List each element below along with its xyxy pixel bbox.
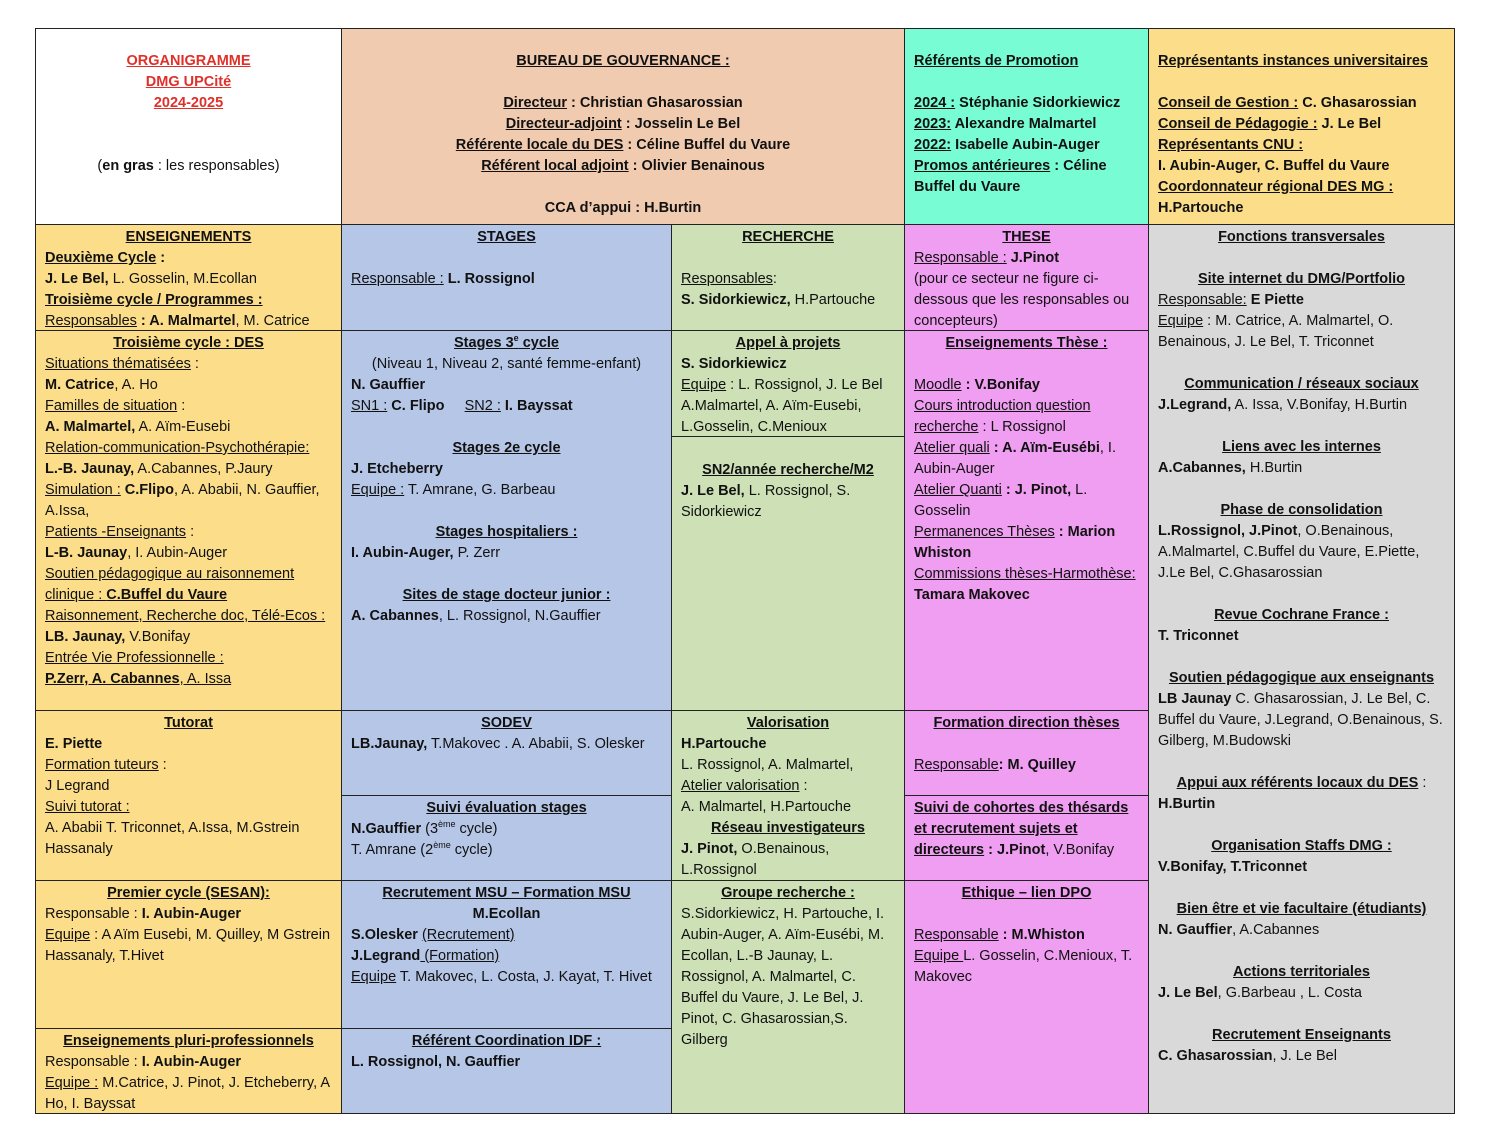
- these-commissions: Commissions thèses-Harmothèse: Tamara Makovec: [914, 566, 1136, 603]
- appel-projets-title: Appel à projets: [735, 335, 841, 351]
- bien-etre-title: Bien être et vie facultaire (étudiants): [1176, 901, 1427, 917]
- staffs-dmg-members: V.Bonifay, T.Triconnet: [1158, 859, 1308, 875]
- des-patients-members: L-B. Jaunay, I. Aubin-Auger: [45, 545, 228, 561]
- groupe-recherche-title: Groupe recherche :: [721, 885, 855, 901]
- des-cell: [35, 330, 342, 711]
- actions-territoriales-title: Actions territoriales: [1233, 964, 1370, 980]
- valorisation-atelier-label: Atelier valorisation :: [681, 778, 808, 794]
- msu-title: Recrutement MSU – Formation MSU: [382, 885, 631, 901]
- formation-direction-cell: [904, 710, 1149, 796]
- des-situations-label: Situations thématisées :: [45, 356, 199, 372]
- site-internet-title: Site internet du DMG/Portfolio: [1197, 271, 1406, 287]
- recrutement-enseignants-members: C. Ghasarossian, J. Le Bel: [1158, 1048, 1337, 1064]
- suivi-evaluation-2e: T. Amrane (2ème cycle): [351, 840, 493, 858]
- appui-referents-members: H.Burtin: [1158, 796, 1216, 812]
- tutorat-responsable: E. Piette: [45, 736, 103, 752]
- ethique-responsable: Responsable : M.Whiston: [914, 927, 1085, 943]
- suivi-evaluation-title: Suivi évaluation stages: [426, 800, 587, 816]
- org-title-line3: 2024-2025: [153, 95, 224, 111]
- bureau-referent-adjoint: Référent local adjoint : Olivier Benainous: [481, 158, 765, 174]
- referents-promotion-cell: [904, 28, 1149, 225]
- sn2-recherche-members: J. Le Bel, L. Rossignol, S. Sidorkiewicz: [681, 483, 851, 520]
- stages-3e-cycle-cell: [341, 330, 672, 711]
- promo-title: Référents de Promotion: [914, 53, 1079, 69]
- appui-referents-title: Appui aux référents locaux du DES :: [1176, 775, 1427, 791]
- enseignements-these-title: Enseignements Thèse :: [945, 335, 1108, 351]
- stages-2e-equipe: Equipe : T. Amrane, G. Barbeau: [351, 482, 556, 498]
- liens-internes-title: Liens avec les internes: [1222, 439, 1381, 455]
- tutorat-formation-value: J Legrand: [45, 778, 110, 794]
- bureau-directeur-adjoint: Directeur-adjoint : Josselin Le Bel: [505, 116, 741, 132]
- suivi-cohortes-cell: [904, 795, 1149, 881]
- enseignements-title: ENSEIGNEMENTS: [125, 229, 252, 245]
- stages-responsable: Responsable : L. Rossignol: [351, 271, 535, 287]
- des-relation-label: Relation-communication-Psychothérapie:: [45, 440, 310, 456]
- instances-cnu-label: Représentants CNU :: [1158, 137, 1304, 153]
- these-note: (pour ce secteur ne figure ci-dessous que les responsables ou concepteurs): [914, 271, 1130, 329]
- revue-cochrane-title: Revue Cochrane France :: [1214, 607, 1389, 623]
- premier-cycle-cell: [35, 880, 342, 1029]
- premier-cycle-title: Premier cycle (SESAN):: [107, 885, 270, 901]
- coordination-idf-title: Référent Coordination IDF :: [411, 1033, 602, 1049]
- sodev-members: LB.Jaunay, T.Makovec . A. Ababii, S. Olesker: [351, 736, 645, 752]
- stages-sn: SN1 : C. Flipo SN2 : I. Bayssat: [351, 398, 573, 414]
- sodev-cell: [341, 710, 672, 796]
- sn2-recherche-cell: [671, 436, 905, 711]
- stages-hospitaliers-title: Stages hospitaliers :: [435, 524, 578, 540]
- appel-projets-responsable: S. Sidorkiewicz: [681, 356, 787, 372]
- stages-3e-cycle-title: Stages 3e cycle: [454, 333, 559, 351]
- site-internet-equipe: Equipe : M. Catrice, A. Malmartel, O. Benainous, J. Le Bel, T. Triconnet: [1158, 313, 1394, 350]
- bureau-directeur: Directeur : Christian Ghasarossian: [503, 95, 743, 111]
- suivi-evaluation-cell: [341, 795, 672, 881]
- coordination-idf-cell: [341, 1028, 672, 1114]
- pluri-pro-title: Enseignements pluri-professionnels: [63, 1033, 314, 1049]
- tutorat-title: Tutorat: [164, 715, 213, 731]
- msu-recrutement: S.Olesker (Recrutement): [351, 927, 515, 943]
- recrutement-enseignants-title: Recrutement Enseignants: [1212, 1027, 1391, 1043]
- stages-niveaux: (Niveau 1, Niveau 2, santé femme-enfant): [371, 356, 642, 372]
- revue-cochrane-members: T. Triconnet: [1158, 628, 1239, 644]
- these-title: THESE: [1002, 229, 1051, 245]
- tutorat-formation-label: Formation tuteurs :: [45, 757, 167, 773]
- ethique-equipe: Equipe L. Gosselin, C.Menioux, T. Makovec: [914, 948, 1133, 985]
- instances-title: Représentants instances universitaires: [1158, 53, 1428, 69]
- communication-title: Communication / réseaux sociaux: [1184, 376, 1419, 392]
- promo-2024: 2024 : Stéphanie Sidorkiewicz: [914, 95, 1121, 111]
- enseignements-cell: [35, 224, 342, 331]
- valorisation-members: L. Rossignol, A. Malmartel,: [681, 757, 854, 773]
- deuxieme-cycle-members: J. Le Bel, L. Gosselin, M.Ecollan: [45, 271, 257, 287]
- stages-cell: [341, 224, 672, 331]
- enseignements-these-cell: [904, 330, 1149, 711]
- org-note: (en gras : les responsables): [97, 158, 280, 174]
- instances-cnu-value: I. Aubin-Auger, C. Buffel du Vaure: [1158, 158, 1390, 174]
- recherche-responsables: S. Sidorkiewicz, H.Partouche: [681, 292, 876, 308]
- these-permanences: Permanences Thèses : Marion Whiston: [914, 524, 1116, 561]
- msu-cell: [341, 880, 672, 1029]
- bien-etre-members: N. Gauffier, A.Cabannes: [1158, 922, 1320, 938]
- des-simulation: Simulation : C.Flipo, A. Ababii, N. Gauffier, A.Issa,: [45, 482, 320, 519]
- stages-title: STAGES: [477, 229, 536, 245]
- groupe-recherche-members: S.Sidorkiewicz, H. Partouche, I. Aubin-Auger, A. Aïm-Eusébi, M. Ecollan, L.-B Jaunay, L. Rossignol, A. Malmartel, C. Buffel du Vaure, J. Le Bel, J. Pinot, C. Ghasarossian,S. Gilberg: [681, 906, 885, 1048]
- coordination-idf-members: L. Rossignol, N. Gauffier: [351, 1054, 521, 1070]
- reseau-investigateurs-members: J. Pinot, O.Benainous, L.Rossignol: [681, 841, 830, 878]
- phase-consolidation-members: L.Rossignol, J.Pinot, O.Benainous, A.Malmartel, C.Buffel du Vaure, E.Piette, J.Le Bel, C.Ghasarossian: [1158, 523, 1420, 581]
- these-cell: [904, 224, 1149, 331]
- soutien-enseignants-title: Soutien pédagogique aux enseignants: [1168, 670, 1435, 686]
- tutorat-cell: [35, 710, 342, 881]
- des-entree-vie-pro-members: P.Zerr, A. Cabannes, A. Issa: [45, 671, 232, 687]
- groupe-recherche-cell: [671, 880, 905, 1114]
- des-raisonnement: Raisonnement, Recherche doc, Télé-Ecos : LB. Jaunay, V.Bonifay: [45, 608, 326, 645]
- ethique-cell: [904, 880, 1149, 1114]
- des-entree-vie-pro-label: Entrée Vie Professionnelle :: [45, 650, 224, 666]
- these-responsable: Responsable : J.Pinot: [914, 250, 1060, 266]
- appel-projets-cell: [671, 330, 905, 437]
- stages-3e-responsable: N. Gauffier: [351, 377, 426, 393]
- troisieme-cycle-responsables: Responsables : A. Malmartel, M. Catrice: [45, 313, 310, 329]
- formation-direction-title: Formation direction thèses: [933, 715, 1120, 731]
- soutien-enseignants-members: LB Jaunay C. Ghasarossian, J. Le Bel, C. Buffel du Vaure, J.Legrand, O.Benainous, S. Gilberg, M.Budowski: [1158, 691, 1443, 749]
- bureau-referente-locale: Référente locale du DES : Céline Buffel du Vaure: [455, 137, 791, 153]
- fonctions-transversales-cell: [1148, 224, 1455, 1114]
- these-atelier-quanti: Atelier Quanti : J. Pinot, L. Gosselin: [914, 482, 1088, 519]
- pluri-pro-cell: [35, 1028, 342, 1114]
- premier-cycle-responsable: Responsable : I. Aubin-Auger: [45, 906, 242, 922]
- bureau-cca: CCA d’appui : H.Burtin: [544, 200, 702, 216]
- appel-projets-equipe: Equipe : L. Rossignol, J. Le Bel A.Malmartel, A. Aïm-Eusebi, L.Gosselin, C.Menioux: [681, 377, 883, 435]
- actions-territoriales-members: J. Le Bel, G.Barbeau , L. Costa: [1158, 985, 1362, 1001]
- valorisation-responsable: H.Partouche: [681, 736, 767, 752]
- these-atelier-quali: Atelier quali : A. Aïm-Eusébi, I. Aubin-Auger: [914, 440, 1116, 477]
- sites-docteur-junior-members: A. Cabannes, L. Rossignol, N.Gauffier: [351, 608, 601, 624]
- phase-consolidation-title: Phase de consolidation: [1220, 502, 1383, 518]
- liens-internes-members: A.Cabannes, H.Burtin: [1158, 460, 1303, 476]
- these-cours-intro: Cours introduction question recherche : L Rossignol: [914, 398, 1091, 435]
- des-relation-members: L.-B. Jaunay, A.Cabannes, P.Jaury: [45, 461, 273, 477]
- header-org-cell: [35, 28, 342, 225]
- sites-docteur-junior-title: Sites de stage docteur junior :: [402, 587, 611, 603]
- deuxieme-cycle-label: Deuxième Cycle :: [45, 250, 166, 266]
- valorisation-cell: [671, 710, 905, 881]
- recherche-responsables-label: Responsables:: [681, 271, 777, 287]
- valorisation-atelier-members: A. Malmartel, H.Partouche: [681, 799, 852, 815]
- transverse-title: Fonctions transversales: [1218, 229, 1385, 245]
- msu-formation: J.Legrand (Formation): [351, 948, 500, 964]
- recherche-title: RECHERCHE: [742, 229, 834, 245]
- stages-2e-responsable: J. Etcheberry: [351, 461, 443, 477]
- stages-2e-cycle-title: Stages 2e cycle: [452, 440, 561, 456]
- des-patients-label: Patients -Enseignants :: [45, 524, 195, 540]
- instances-universitaires-cell: [1148, 28, 1455, 225]
- these-moodle: Moodle : V.Bonifay: [914, 377, 1040, 393]
- sn2-recherche-title: SN2/année recherche/M2: [702, 462, 874, 478]
- staffs-dmg-title: Organisation Staffs DMG :: [1211, 838, 1392, 854]
- tutorat-suivi-value: A. Ababii T. Triconnet, A.Issa, M.Gstrein Hassanaly: [45, 820, 300, 857]
- promo-anterieures: Promos antérieures : Céline Buffel du Vaure: [914, 158, 1107, 195]
- msu-responsable: M.Ecollan: [472, 906, 541, 922]
- promo-2022: 2022: Isabelle Aubin-Auger: [914, 137, 1100, 153]
- instances-coord-value: H.Partouche: [1158, 200, 1244, 216]
- org-title-line2: DMG UPCité: [145, 74, 232, 90]
- formation-direction-responsable: Responsable: M. Quilley: [914, 757, 1076, 773]
- des-soutien: Soutien pédagogique au raisonnement clinique : C.Buffel du Vaure: [45, 566, 295, 603]
- des-situations-members: M. Catrice, A. Ho: [45, 377, 158, 393]
- des-familles-members: A. Malmartel, A. Aïm-Eusebi: [45, 419, 231, 435]
- premier-cycle-equipe: Equipe : A Aïm Eusebi, M. Quilley, M Gstrein Hassanaly, T.Hivet: [45, 927, 331, 964]
- bureau-title: BUREAU DE GOUVERNANCE :: [516, 53, 730, 69]
- suivi-cohortes-text: Suivi de cohortes des thésards et recrutement sujets et directeurs : J.Pinot, V.Bonifay: [914, 800, 1129, 858]
- instances-conseil-gestion: Conseil de Gestion : C. Ghasarossian: [1158, 95, 1417, 111]
- pluri-pro-equipe: Equipe : M.Catrice, J. Pinot, J. Etcheberry, A Ho, I. Bayssat: [45, 1075, 330, 1112]
- pluri-pro-responsable: Responsable : I. Aubin-Auger: [45, 1054, 242, 1070]
- valorisation-title: Valorisation: [746, 715, 830, 731]
- instances-conseil-pedagogie: Conseil de Pédagogie : J. Le Bel: [1158, 116, 1382, 132]
- promo-2023: 2023: Alexandre Malmartel: [914, 116, 1097, 132]
- instances-coord-label: Coordonnateur régional DES MG :: [1158, 179, 1394, 195]
- ethique-title: Ethique – lien DPO: [961, 885, 1092, 901]
- recherche-cell: [671, 224, 905, 331]
- suivi-evaluation-3e: N.Gauffier (3ème cycle): [351, 819, 498, 837]
- stages-hospitaliers-members: I. Aubin-Auger, P. Zerr: [351, 545, 501, 561]
- org-title-line1: ORGANIGRAMME: [126, 53, 251, 69]
- site-internet-responsable: Responsable: E Piette: [1158, 292, 1304, 308]
- reseau-investigateurs-title: Réseau investigateurs: [711, 820, 865, 836]
- sodev-title: SODEV: [481, 715, 532, 731]
- tutorat-suivi-label: Suivi tutorat :: [45, 799, 130, 815]
- des-familles-label: Familles de situation :: [45, 398, 186, 414]
- communication-members: J.Legrand, A. Issa, V.Bonifay, H.Burtin: [1158, 397, 1408, 413]
- troisieme-cycle-label: Troisième cycle / Programmes :: [45, 292, 263, 308]
- bureau-gouvernance-cell: [341, 28, 905, 225]
- msu-equipe: Equipe T. Makovec, L. Costa, J. Kayat, T. Hivet: [351, 969, 652, 985]
- des-title: Troisième cycle : DES: [113, 335, 264, 351]
